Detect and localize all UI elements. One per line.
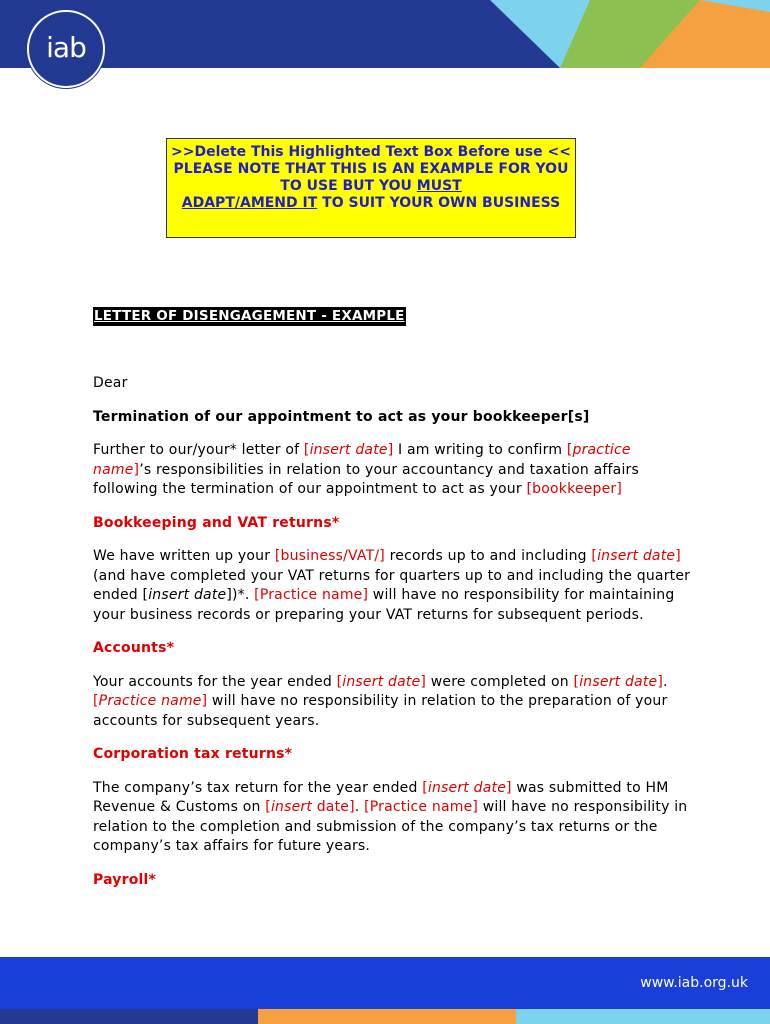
placeholder-insert-date: insert date xyxy=(579,673,658,690)
placeholder-bookkeeper: [bookkeeper] xyxy=(526,481,623,497)
paragraph-accounts xyxy=(93,673,693,732)
bracket: [ xyxy=(422,779,428,796)
bracket: [ xyxy=(336,673,343,690)
body-text: was submitted to HM Revenue & Customs on xyxy=(93,779,669,815)
placeholder-date: date] xyxy=(312,799,355,815)
notice-adapt: ADAPT/AMEND IT xyxy=(181,195,318,211)
notice-suit-text: TO SUIT YOUR OWN BUSINESS xyxy=(317,195,561,211)
footer-strip-navy xyxy=(0,1009,258,1024)
placeholder-insert-date: insert date xyxy=(597,548,676,564)
section-heading-payroll: Payroll* xyxy=(93,871,157,888)
placeholder-practice-name: [Practice name] xyxy=(254,587,369,603)
body-text: The company’s tax return for the year ended xyxy=(93,779,423,796)
bracket: ] xyxy=(420,673,427,690)
intro-text: Further to our/your* letter of xyxy=(93,442,304,458)
placeholder-practice-name: Practice name xyxy=(98,693,202,709)
placeholder-practice-name: practice name xyxy=(93,442,631,478)
placeholder-insert-date: insert date xyxy=(342,673,421,690)
section-heading-corporation-tax: Corporation tax returns* xyxy=(93,746,293,762)
body-text: will have no responsibility for maintaining your business records or preparing your VAT returns for subsequent periods. xyxy=(93,587,675,623)
footer-strip-orange xyxy=(258,1009,516,1024)
footer-strip-lightblue xyxy=(516,1009,770,1024)
footer-color-strip xyxy=(0,1009,770,1024)
highlighted-notice-box[interactable] xyxy=(166,138,576,238)
bracket: [ xyxy=(573,673,580,690)
notice-line-delete: >>Delete This Highlighted Text Box Before use << xyxy=(171,144,571,160)
bracket: [ xyxy=(93,693,99,709)
body-text: records up to and including xyxy=(384,548,592,564)
footer-bar xyxy=(0,957,770,1009)
letter-subject: Termination of our appointment to act as your bookkeeper[s] xyxy=(93,408,590,425)
bracket: ] xyxy=(657,673,664,690)
letter-body xyxy=(93,374,693,904)
section-heading-bookkeeping: Bookkeeping and VAT returns* xyxy=(93,514,340,531)
bracket: ] xyxy=(133,461,140,478)
footer-website-link[interactable]: www.iab.org.uk xyxy=(640,975,748,991)
iab-logo xyxy=(27,10,105,88)
placeholder-business-vat: [business/VAT/] xyxy=(274,548,385,564)
paragraph-bookkeeping xyxy=(93,547,693,625)
header-banner xyxy=(0,0,770,68)
section-heading-accounts: Accounts* xyxy=(93,640,175,656)
body-text: ])*. xyxy=(226,587,255,603)
body-text: . xyxy=(663,673,668,690)
bracket: ] xyxy=(387,442,394,458)
intro-text: ’s responsibilities in relation to your accountancy and taxation affairs following the termination of our appointment to act as your xyxy=(93,461,639,497)
body-text: (and have completed your VAT returns for quarters up to and including the quarter ended [ xyxy=(93,567,691,603)
salutation: Dear xyxy=(93,375,128,391)
intro-text: I am writing to confirm xyxy=(393,442,567,458)
letter-title: LETTER OF DISENGAGEMENT - EXAMPLE xyxy=(94,308,405,324)
body-text: Your accounts for the year ended xyxy=(93,673,337,690)
body-text: will have no responsibility in relation to the preparation of your accounts for subsequent years. xyxy=(93,693,668,729)
body-text: We have written up your xyxy=(93,548,275,564)
body-text: . xyxy=(354,799,365,815)
logo-text: iab xyxy=(46,30,86,64)
body-text: will have no responsibility in relation to the completion and submission of the company’s tax returns or the company’s tax affairs for future years. xyxy=(93,799,688,854)
body-text: were completed on xyxy=(426,673,574,690)
bracket: [ xyxy=(566,442,573,458)
notice-example-text: PLEASE NOTE THAT THIS IS AN EXAMPLE FOR YOU TO USE BUT YOU xyxy=(173,161,569,194)
placeholder-insert-date: insert date xyxy=(309,442,388,458)
notice-must: MUST xyxy=(416,178,462,194)
bracket: ] xyxy=(201,693,208,709)
placeholder-insert-date: insert date xyxy=(427,779,507,796)
paragraph-corporation-tax xyxy=(93,779,693,857)
notice-line-adapt xyxy=(167,195,575,212)
bracket: ] xyxy=(675,548,681,564)
placeholder-insert: insert xyxy=(270,799,313,815)
bracket: [ xyxy=(265,799,271,815)
paragraph-intro xyxy=(93,441,693,500)
placeholder-practice-name: [Practice name] xyxy=(364,799,479,815)
notice-line-example xyxy=(167,161,575,195)
bracket: [ xyxy=(591,548,598,564)
bracket: [ xyxy=(303,442,310,458)
placeholder-insert-date: insert date xyxy=(148,587,227,603)
bracket: ] xyxy=(506,779,512,796)
